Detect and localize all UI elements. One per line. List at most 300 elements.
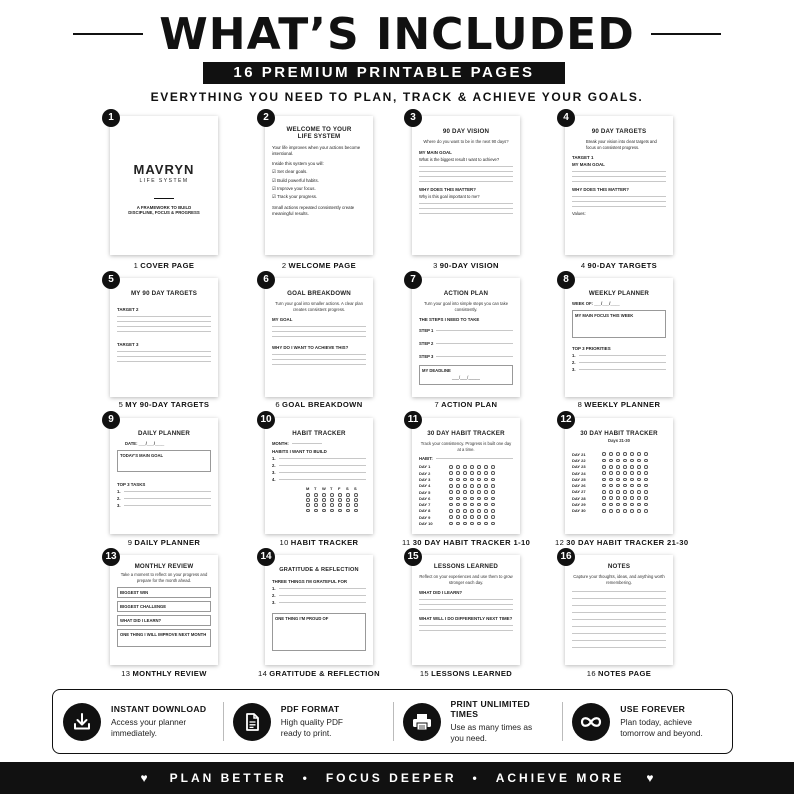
weekday-header: M T W T F S S <box>306 486 357 491</box>
divider <box>651 33 721 35</box>
page-caption: 14 GRATITUDE & REFLECTION <box>258 669 380 678</box>
tracker-circle <box>623 496 627 500</box>
tracker-circle <box>602 503 606 507</box>
infinity-icon <box>572 703 610 741</box>
page-number-badge: 14 <box>257 548 275 566</box>
tracker-circle <box>644 465 648 469</box>
thumb-title: WEEKLY PLANNER <box>588 290 650 297</box>
day-circles <box>602 459 649 463</box>
header <box>0 0 794 108</box>
tracker-circle <box>456 515 460 519</box>
day-label: DAY 27 <box>572 489 586 495</box>
footer-phrase: PLAN BETTER <box>169 771 287 785</box>
thumb-text: Values: <box>572 211 586 217</box>
thumb-title: 90 DAY TARGETS <box>591 128 647 135</box>
tracker-circle <box>463 478 467 482</box>
tracker-circle <box>609 484 613 488</box>
tracker-circle <box>314 509 318 513</box>
day-row <box>572 471 666 476</box>
tracker-circle <box>602 478 606 482</box>
thumb-label: HABITS I WANT TO BUILD <box>272 449 327 454</box>
tracker-circle <box>644 452 648 456</box>
tracker-circle <box>456 497 460 501</box>
page-caption: 8 WEEKLY PLANNER <box>577 400 661 409</box>
tracker-circle <box>484 465 488 469</box>
ruled-line <box>572 605 666 606</box>
day-circles <box>602 496 649 500</box>
page-thumbnail: ACTION PLAN Turn your goal into simple steps you can take consistently. THE STEPS I NEED TO TAKE STEP 1 STEP 2 STEP 3 MY DEADLINE ___/___/_____ <box>412 278 520 397</box>
tracker-circle <box>449 490 453 494</box>
day-circles <box>602 452 649 456</box>
tracker-circle <box>306 498 310 502</box>
divider <box>73 33 143 35</box>
tracker-circle <box>484 515 488 519</box>
tracker-circle <box>637 496 641 500</box>
page-caption: 2 WELCOME PAGE <box>281 261 357 270</box>
goal-box: TODAY'S MAIN GOAL <box>117 450 211 472</box>
page-number-badge: 9 <box>102 411 120 429</box>
page-thumbnail <box>565 555 673 665</box>
tracker-circle <box>322 493 326 497</box>
thumb-text: Your life improves when your actions become intentional. <box>272 145 361 157</box>
ruled-line <box>572 640 666 641</box>
thumb-text: Break your vision into clear targets and focus on consistent progress. <box>586 139 657 150</box>
page-thumbnail <box>412 116 520 255</box>
thumb-title: 90 DAY VISION <box>442 128 490 135</box>
thumb-label: MY MAIN GOAL <box>419 149 452 155</box>
proud-box: ONE THING I'M PROUD OF <box>272 613 366 651</box>
tracker-circle <box>630 471 634 475</box>
day-circles <box>602 471 649 475</box>
day-row <box>419 521 513 526</box>
day-circles <box>602 503 649 507</box>
tracker-circle <box>491 509 495 513</box>
benefit-title: PDF FORMAT <box>280 703 340 714</box>
thumb-label: WEEK OF: ___/___/____ <box>572 301 620 306</box>
thumb-text: Reflect on your experiences and use them to grow stronger each day. <box>419 574 513 585</box>
tracker-circle <box>470 515 474 519</box>
cover-desc: A FRAMEWORK TO BUILD <box>136 205 192 210</box>
day-circles <box>602 484 649 488</box>
footer-phrase: FOCUS DEEPER <box>325 771 457 785</box>
page-thumbnail: GRATITUDE & REFLECTION THREE THINGS I'M GRATEFUL FOR 1. 2. 3. ONE THING I'M PROUD OF <box>265 555 373 665</box>
tracker-circle <box>449 484 453 488</box>
day-row <box>572 502 666 507</box>
benefit-desc: you need. <box>450 733 487 743</box>
tracker-circle <box>623 478 627 482</box>
tracker-circle <box>463 465 467 469</box>
brand-subtitle: LIFE SYSTEM <box>139 178 189 184</box>
tracker-circle <box>602 509 606 513</box>
page-thumbnail <box>110 278 218 397</box>
page-number-badge: 6 <box>257 271 275 289</box>
benefits-bar <box>52 689 733 754</box>
tracker-circle <box>616 459 620 463</box>
benefit-title: USE FOREVER <box>620 703 686 714</box>
review-box: ONE THING I WILL IMPROVE NEXT MONTH <box>117 629 211 647</box>
page-number-badge: 15 <box>404 548 422 566</box>
review-box: BIGGEST WIN <box>117 587 211 598</box>
day-row <box>572 452 666 457</box>
benefit-desc: Use as many times as <box>450 721 533 732</box>
checkbox-icon: ☑ <box>272 177 276 183</box>
day-label: DAY 28 <box>572 495 586 501</box>
tracker-circle <box>609 509 613 513</box>
day-label: DAY 22 <box>572 457 586 463</box>
tracker-circle <box>609 471 613 475</box>
ruled-line <box>572 612 666 613</box>
day-row <box>419 502 513 507</box>
thumb-text: Inside this system you will: <box>272 161 324 167</box>
tracker-circle <box>470 522 474 526</box>
tracker-circle <box>630 490 634 494</box>
printer-icon <box>403 703 441 741</box>
tracker-circle <box>491 522 495 526</box>
day-circles <box>449 503 496 507</box>
tracker-circle <box>484 484 488 488</box>
day-row <box>419 490 513 495</box>
tracker-circle <box>484 503 488 507</box>
page-thumbnail <box>412 555 520 665</box>
page-caption: 9 DAILY PLANNER <box>127 538 201 547</box>
day-label: DAY 9 <box>419 514 431 520</box>
download-icon <box>63 703 101 741</box>
page-caption: 11 30 DAY HABIT TRACKER 1-10 <box>402 538 531 547</box>
tracker-circle <box>637 452 641 456</box>
welcome-list <box>272 168 366 201</box>
thumb-text: What is the biggest result I want to achieve? <box>419 156 500 162</box>
tracker-circle <box>491 503 495 507</box>
thumb-label: WHY DOES THIS MATTER? <box>419 186 476 192</box>
tracker-circle <box>609 496 613 500</box>
benefit-instant-download <box>53 690 223 753</box>
page-thumbnail <box>110 116 218 255</box>
tracker-circle <box>470 503 474 507</box>
page-caption: 13 MONTHLY REVIEW <box>121 669 207 678</box>
page-number-badge: 1 <box>102 109 120 127</box>
thumb-label: THREE THINGS I'M GRATEFUL FOR <box>272 579 348 584</box>
footer-banner <box>0 762 794 794</box>
tracker-circle <box>644 496 648 500</box>
tracker-circle <box>616 465 620 469</box>
thumb-text: Days 21-30 <box>608 438 630 443</box>
ruled-line <box>572 619 666 620</box>
day-row <box>572 458 666 463</box>
tracker-circle <box>623 459 627 463</box>
tracker-circle <box>491 497 495 501</box>
page-number-badge: 2 <box>257 109 275 127</box>
day-circles <box>449 515 496 519</box>
page-thumbnail <box>565 116 673 255</box>
tracker-circle <box>354 509 358 513</box>
day-row <box>572 464 666 469</box>
checkbox-icon: ☑ <box>272 186 276 192</box>
tracker-circle <box>449 515 453 519</box>
tracker-circle <box>602 490 606 494</box>
thumb-title: HABIT TRACKER <box>292 430 346 437</box>
tracker-circle <box>609 503 613 507</box>
page-caption: 16 NOTES PAGE <box>586 669 652 678</box>
thumb-label: MY GOAL <box>272 317 293 323</box>
thumb-title: WELCOME TO YOUR <box>286 126 352 133</box>
tracker-circle <box>630 459 634 463</box>
tracker-circle <box>338 493 342 497</box>
review-box: WHAT DID I LEARN? <box>117 615 211 626</box>
tracker-circle <box>322 503 326 507</box>
tracker-circle <box>306 493 310 497</box>
page-caption: 1 COVER PAGE <box>133 261 195 270</box>
day-circles <box>449 484 496 488</box>
tracker-circle <box>491 490 495 494</box>
cover-desc: DISCIPLINE, FOCUS & PROGRESS <box>128 210 200 215</box>
tracker-circle <box>330 498 334 502</box>
page-caption: 7 ACTION PLAN <box>434 400 498 409</box>
page-thumbnail <box>110 555 218 665</box>
thumb-title: 30 DAY HABIT TRACKER <box>580 430 658 437</box>
benefit-pdf-format <box>223 690 393 753</box>
brand-name: MAVRYN <box>133 162 195 177</box>
tracker-circle <box>484 522 488 526</box>
tracker-circle <box>491 515 495 519</box>
day-circles <box>449 497 496 501</box>
tracker-circle <box>609 478 613 482</box>
thumb-title: ACTION PLAN <box>443 290 489 297</box>
thumb-label: TOP 3 PRIORITIES <box>572 346 611 351</box>
thumb-text: Why is this goal important to me? <box>419 193 480 199</box>
day-label: DAY 23 <box>572 464 586 470</box>
day-row <box>419 496 513 501</box>
day-circles <box>602 490 649 494</box>
page-number-badge: 4 <box>557 109 575 127</box>
tracker-circle <box>484 497 488 501</box>
tracker-circle <box>623 465 627 469</box>
benefit-desc: tomorrow and beyond. <box>620 728 703 738</box>
thumb-label: TARGET 1 <box>572 155 594 161</box>
tracker-circle <box>456 471 460 475</box>
list-item: ☑ Set clear goals. <box>272 169 308 175</box>
day-label: DAY 2 <box>419 470 431 476</box>
day-row <box>419 508 513 513</box>
thumb-text: Small actions repeated consistently create meaningful results. <box>272 204 355 216</box>
tracker-circle <box>470 478 474 482</box>
focus-box: MY MAIN FOCUS THIS WEEK <box>572 310 666 338</box>
tracker-circle <box>338 509 342 513</box>
tracker-circle <box>354 493 358 497</box>
thumb-label: WHAT WILL I DO DIFFERENTLY NEXT TIME? <box>419 616 513 622</box>
tracker-circle <box>630 509 634 513</box>
tracker-circle <box>616 496 620 500</box>
thumb-title: DAILY PLANNER <box>137 430 191 437</box>
benefit-desc: High quality PDF <box>280 716 344 727</box>
tracker-circle <box>463 509 467 513</box>
thumb-title: MY 90 DAY TARGETS <box>130 290 198 297</box>
thumb-label: DATE: ___/___/____ <box>125 441 165 446</box>
tracker-circle <box>456 465 460 469</box>
tracker-circle <box>484 478 488 482</box>
benefit-desc: Access your planner <box>111 716 187 727</box>
page-caption: 10 HABIT TRACKER <box>279 538 359 547</box>
divider <box>154 198 174 199</box>
footer-phrase: ACHIEVE MORE <box>495 771 625 785</box>
tracker-circle <box>449 497 453 501</box>
tracker-circle <box>330 493 334 497</box>
day-row <box>419 477 513 482</box>
tracker-circle <box>637 490 641 494</box>
day-label: DAY 5 <box>419 489 431 495</box>
tracker-circle <box>477 509 481 513</box>
page-caption: 5 MY 90-DAY TARGETS <box>118 400 210 409</box>
day-circles <box>449 465 496 469</box>
day-row <box>572 496 666 501</box>
list-item: ☑ Improve your focus. <box>272 186 316 192</box>
tracker-circle <box>637 503 641 507</box>
day-circles <box>449 522 496 526</box>
thumb-label: WHAT DID I LEARN? <box>419 590 463 596</box>
day-circles <box>602 509 649 513</box>
tracker-circle <box>630 478 634 482</box>
tracker-circle <box>456 484 460 488</box>
day-label: DAY 1 <box>419 464 431 470</box>
tracker-circle <box>463 503 467 507</box>
tracker-circle <box>616 471 620 475</box>
tracker-circle <box>644 490 648 494</box>
page-number-badge: 8 <box>557 271 575 289</box>
tracker-circle <box>346 509 350 513</box>
benefit-title: INSTANT DOWNLOAD <box>111 703 207 714</box>
tracker-circle <box>637 478 641 482</box>
day-circles <box>449 478 496 482</box>
day-circles <box>449 471 496 475</box>
day-label: DAY 4 <box>419 483 431 489</box>
tracker-circle <box>456 522 460 526</box>
thumb-label: THE STEPS I NEED TO TAKE <box>419 317 480 323</box>
day-circles <box>602 478 649 482</box>
tracker-circle <box>449 465 453 469</box>
tracker-circle <box>616 478 620 482</box>
thumb-text: Turn your goal into smaller actions. A clear plan creates consistent progress. <box>275 301 363 312</box>
day-rows <box>572 452 666 514</box>
thumb-text: Track your consistency. Progress is built one day at a time. <box>420 441 512 452</box>
day-label: DAY 8 <box>419 508 431 514</box>
tracker-circle <box>637 509 641 513</box>
tracker-circle <box>338 503 342 507</box>
tracker-circle <box>602 496 606 500</box>
benefit-title: PRINT UNLIMITED TIMES <box>450 698 530 719</box>
checkbox-icon: ☑ <box>272 169 276 175</box>
day-label: DAY 24 <box>572 470 586 476</box>
thumb-label: WHY DOES THIS MATTER? <box>572 187 629 193</box>
tagline: EVERYTHING YOU NEED TO PLAN, TRACK & ACHIEVE YOUR GOALS. <box>150 90 644 104</box>
day-label: DAY 25 <box>572 476 586 482</box>
tracker-circle <box>491 484 495 488</box>
tracker-circle <box>602 465 606 469</box>
tracker-circle <box>322 498 326 502</box>
tracker-circle <box>456 478 460 482</box>
checkbox-icon: ☑ <box>272 194 276 200</box>
tracker-circle <box>470 509 474 513</box>
tracker-circle <box>616 452 620 456</box>
tracker-circle <box>602 471 606 475</box>
thumb-title: 30 DAY HABIT TRACKER <box>427 430 505 437</box>
tracker-circle <box>306 503 310 507</box>
thumb-text: Take a moment to reflect on your progress and prepare for the month ahead. <box>120 572 208 583</box>
tracker-circle <box>477 515 481 519</box>
tracker-circle <box>644 509 648 513</box>
day-rows <box>419 464 513 526</box>
tracker-circle <box>637 471 641 475</box>
thumb-text: Turn your goal into simple steps you can take consistently. <box>423 301 509 312</box>
separator: • <box>302 771 310 785</box>
title-row <box>0 8 794 60</box>
tracker-circle <box>609 465 613 469</box>
page-thumbnail <box>265 116 373 255</box>
tracker-circle <box>477 478 481 482</box>
thumb-title: GRATITUDE & REFLECTION <box>279 567 359 573</box>
thumb-label: TARGET 2 <box>117 307 139 312</box>
tracker-circle <box>616 503 620 507</box>
day-row <box>419 515 513 520</box>
page-number-badge: 12 <box>557 411 575 429</box>
subtitle-banner: 16 PREMIUM PRINTABLE PAGES <box>203 62 565 84</box>
page-caption: 3 90-DAY VISION <box>433 261 499 270</box>
day-circles <box>602 465 649 469</box>
heart-icon: ♥ <box>140 771 148 785</box>
tracker-circle <box>644 459 648 463</box>
day-label: DAY 7 <box>419 502 431 508</box>
list-item: ☑ Build powerful habits. <box>272 177 319 183</box>
tracker-circle <box>623 509 627 513</box>
tracker-circle <box>630 452 634 456</box>
page-caption: 12 30 DAY HABIT TRACKER 21-30 <box>555 538 689 547</box>
day-label: DAY 6 <box>419 495 431 501</box>
heart-icon: ♥ <box>646 771 654 785</box>
tracker-circle <box>491 465 495 469</box>
thumb-label: TOP 3 TASKS <box>117 482 146 487</box>
page-thumbnail <box>565 418 673 534</box>
notes-lines <box>572 591 666 648</box>
tracker-circle <box>616 509 620 513</box>
page-number-badge: 3 <box>404 109 422 127</box>
page-thumbnail: 30 DAY HABIT TRACKER Track your consistency. Progress is built one day at a time. HABIT: DAY 1 DAY 2 DAY 3 DAY 4 DAY 5 DAY 6 DAY 7 DAY 8 DAY 9 DAY 10 <box>412 418 520 534</box>
tracker-circle <box>346 498 350 502</box>
tracker-circle <box>354 503 358 507</box>
tracker-circle <box>644 503 648 507</box>
list-item: ☑ Track your progress. <box>272 194 318 200</box>
tracker-circle <box>456 503 460 507</box>
tracker-circle <box>470 497 474 501</box>
thumb-title: GOAL BREAKDOWN <box>287 290 351 297</box>
day-row <box>419 464 513 469</box>
tracker-circle <box>637 465 641 469</box>
page-caption: 15 LESSONS LEARNED <box>419 669 513 678</box>
tracker-circle <box>314 493 318 497</box>
day-label: DAY 30 <box>572 508 586 514</box>
page-number-badge: 10 <box>257 411 275 429</box>
tracker-circle <box>630 484 634 488</box>
habit-dot-grid <box>306 493 366 512</box>
page-number-badge: 16 <box>557 548 575 566</box>
tracker-circle <box>463 497 467 501</box>
tracker-circle <box>449 522 453 526</box>
page-thumbnail: DAILY PLANNER DATE: ___/___/____ TODAY'S MAIN GOAL TOP 3 TASKS 1. 2. 3. <box>110 418 218 534</box>
tracker-circle <box>484 490 488 494</box>
thumb-title: NOTES <box>607 563 631 570</box>
tracker-circle <box>477 503 481 507</box>
tracker-circle <box>477 471 481 475</box>
ruled-line <box>572 591 666 592</box>
thumb-label: WHY DO I WANT TO ACHIEVE THIS? <box>272 345 349 351</box>
tracker-circle <box>354 498 358 502</box>
